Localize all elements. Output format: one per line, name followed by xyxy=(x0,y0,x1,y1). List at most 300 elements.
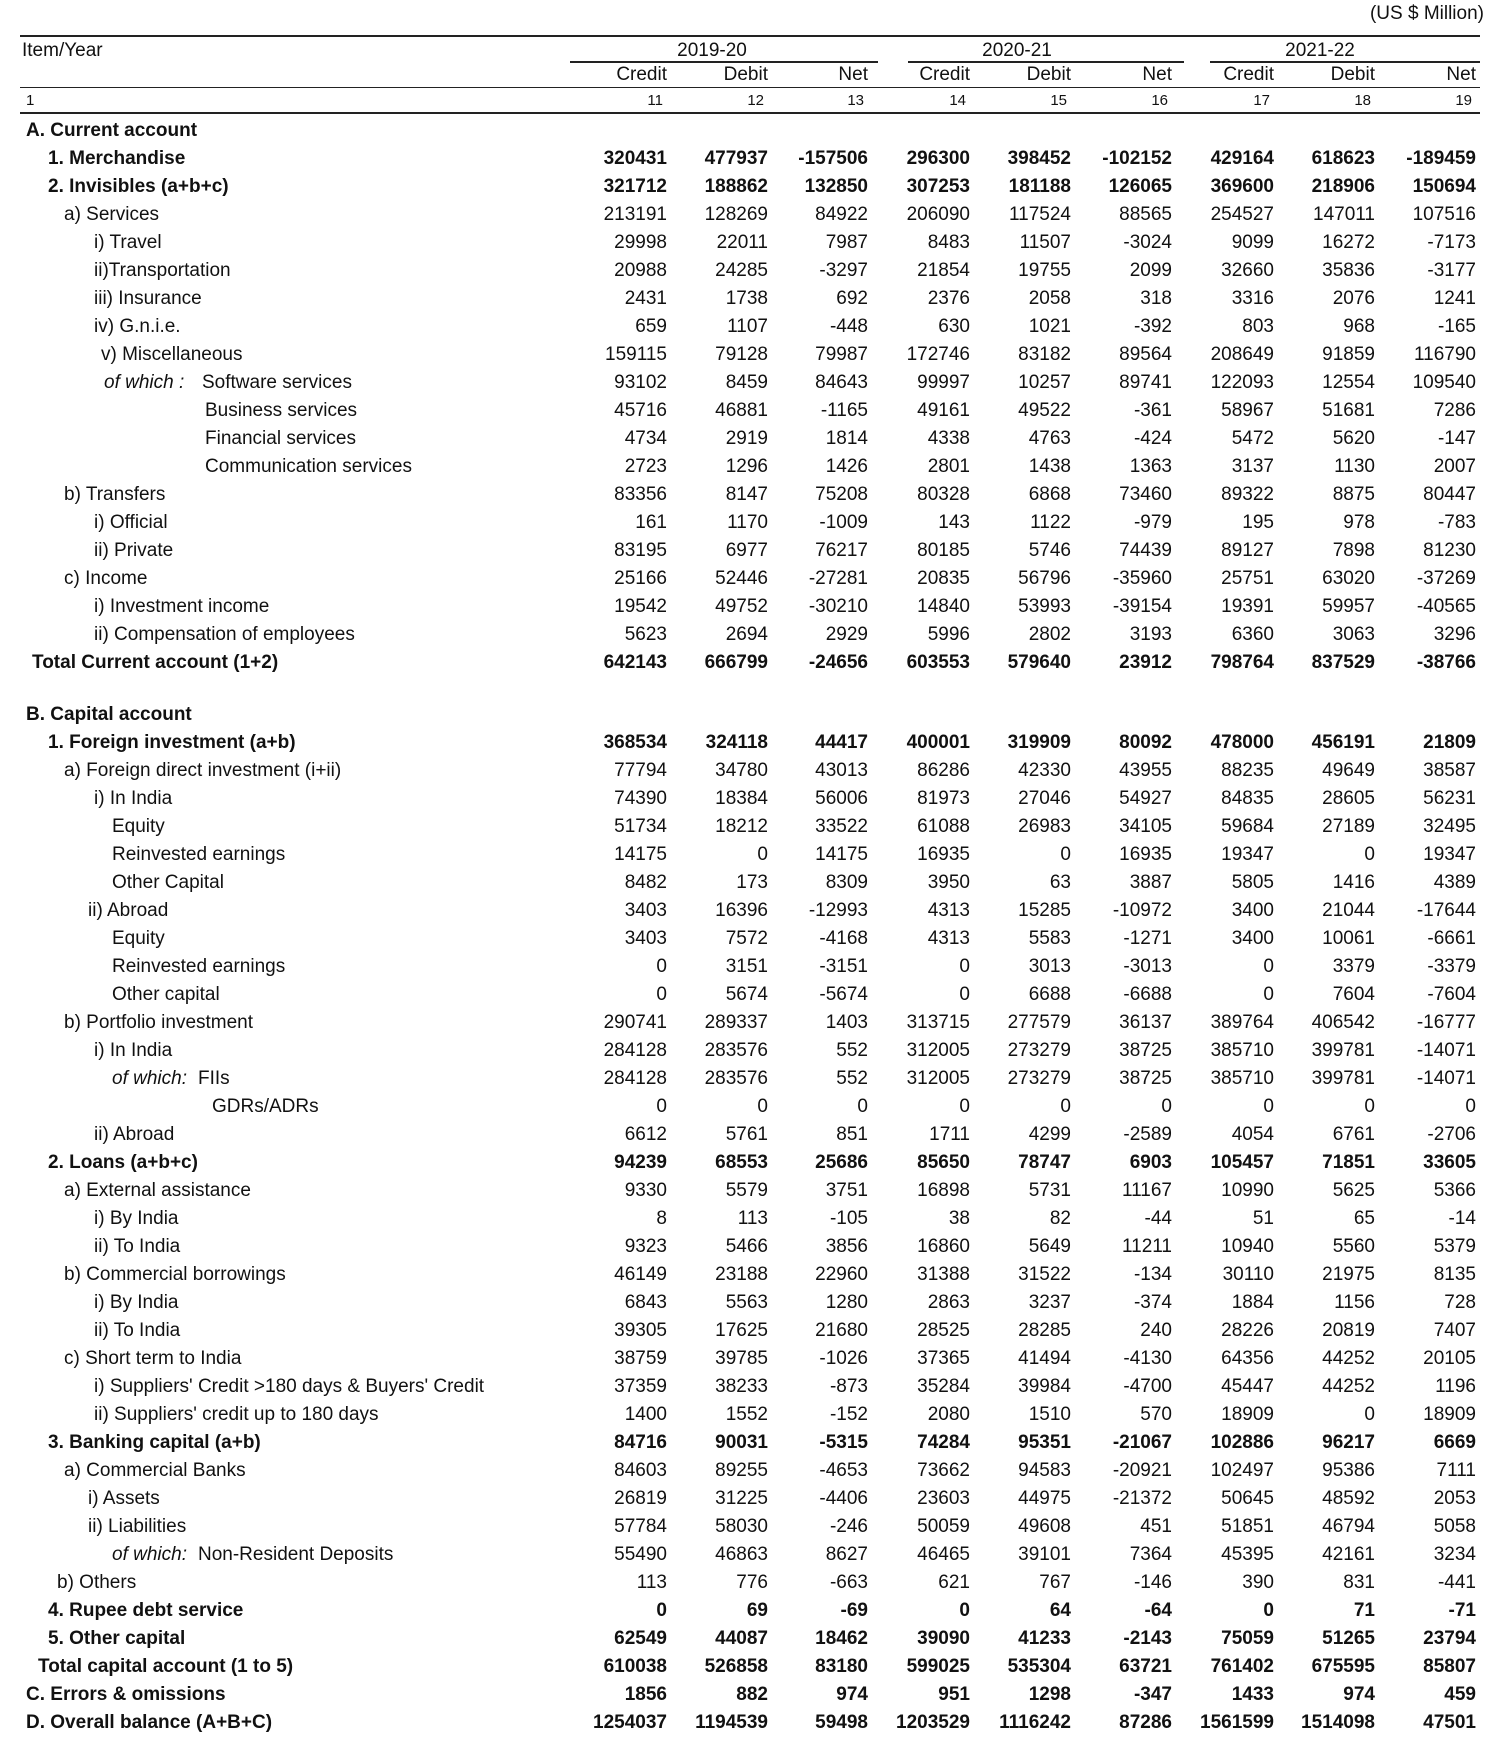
cell-value: 65 xyxy=(1353,1208,1375,1229)
of-which-prefix: of which: xyxy=(112,1544,187,1565)
table-row xyxy=(0,145,1500,173)
row-label: 1. Merchandise xyxy=(48,148,186,169)
cell-value: 86286 xyxy=(917,760,970,781)
cell-value: 83195 xyxy=(614,540,667,561)
cell-value: 1021 xyxy=(1028,316,1071,337)
table-row xyxy=(0,1037,1500,1065)
row-label: Equity xyxy=(112,816,165,837)
row-label xyxy=(104,369,352,397)
cell-value: 7364 xyxy=(1129,1544,1172,1565)
table-row xyxy=(0,1205,1500,1233)
cell-value: -64 xyxy=(1144,1600,1172,1621)
col-number: 15 xyxy=(1050,92,1067,109)
cell-value: -17644 xyxy=(1416,900,1476,921)
cell-value: 1363 xyxy=(1129,456,1172,477)
cell-value: 18909 xyxy=(1423,1404,1476,1425)
table-row xyxy=(0,1261,1500,1289)
cell-value: 369600 xyxy=(1210,176,1274,197)
cell-value: 3856 xyxy=(825,1236,868,1257)
cell-value: 1711 xyxy=(929,1124,970,1145)
cell-value: -40565 xyxy=(1416,596,1476,617)
cell-value: 0 xyxy=(959,984,970,1005)
cell-value: 798764 xyxy=(1210,652,1274,673)
row-label: ii) Abroad xyxy=(94,1124,175,1145)
cell-value: 21680 xyxy=(815,1320,868,1341)
cell-value: 10257 xyxy=(1018,372,1071,393)
row-label: i) In India xyxy=(94,788,173,809)
table-row xyxy=(0,897,1500,925)
cell-value: 0 xyxy=(1060,844,1071,865)
cell-value: 2099 xyxy=(1129,260,1172,281)
cell-value: 28226 xyxy=(1221,1320,1274,1341)
cell-value: 38587 xyxy=(1423,760,1476,781)
cell-value: 3379 xyxy=(1332,956,1375,977)
cell-value: -7604 xyxy=(1427,984,1476,1005)
cell-value: 31225 xyxy=(715,1488,768,1509)
cell-value: 5649 xyxy=(1028,1236,1071,1257)
cell-value: 102497 xyxy=(1210,1460,1274,1481)
table-row xyxy=(0,481,1500,509)
cell-value: 4734 xyxy=(624,428,667,449)
cell-value: 5472 xyxy=(1231,428,1274,449)
row-label xyxy=(112,1541,393,1569)
cell-value: 19391 xyxy=(1221,596,1274,617)
cell-value: 19347 xyxy=(1221,844,1274,865)
row-label: i) By India xyxy=(94,1208,179,1229)
cell-value: 113 xyxy=(737,1208,768,1229)
cell-value: 49649 xyxy=(1322,760,1375,781)
cell-value: -24656 xyxy=(808,652,868,673)
cell-value: -165 xyxy=(1437,316,1476,337)
cell-value: 3137 xyxy=(1231,456,1274,477)
cell-value: 6761 xyxy=(1332,1124,1375,1145)
cell-value: 8483 xyxy=(927,232,970,253)
cell-value: 75059 xyxy=(1221,1628,1274,1649)
cell-value: 8482 xyxy=(624,872,667,893)
cell-value: -105 xyxy=(829,1208,868,1229)
cell-value: -39154 xyxy=(1112,596,1172,617)
cell-value: 0 xyxy=(1364,844,1375,865)
cell-value: 27189 xyxy=(1322,816,1375,837)
row-label: ii)Transportation xyxy=(94,260,231,281)
table-row xyxy=(0,565,1500,593)
cell-value: 2053 xyxy=(1433,1488,1476,1509)
cell-value: -157506 xyxy=(798,148,868,169)
cell-value: 23603 xyxy=(917,1488,970,1509)
cell-value: -4168 xyxy=(819,928,868,949)
row-label: i) Official xyxy=(94,512,168,533)
table-row xyxy=(0,201,1500,229)
year-header-2019-20: 2019-20 xyxy=(677,40,747,61)
cell-value: -448 xyxy=(829,316,868,337)
cell-value: -37269 xyxy=(1416,568,1476,589)
cell-value: 6688 xyxy=(1028,984,1071,1005)
cell-value: 459 xyxy=(1444,1684,1476,1705)
cell-value: 161 xyxy=(635,512,667,533)
cell-value: 7604 xyxy=(1332,984,1375,1005)
cell-value: 621 xyxy=(938,1572,970,1593)
cell-value: 35836 xyxy=(1322,260,1375,281)
cell-value: 84716 xyxy=(614,1432,667,1453)
cell-value: 96217 xyxy=(1322,1432,1375,1453)
cell-value: 59684 xyxy=(1221,816,1274,837)
cell-value: 0 xyxy=(1263,1096,1274,1117)
cell-value: 767 xyxy=(1039,1572,1071,1593)
cell-value: 213191 xyxy=(603,204,667,225)
cell-value: 851 xyxy=(836,1124,868,1145)
table-row xyxy=(0,1233,1500,1261)
cell-value: -6661 xyxy=(1427,928,1476,949)
cell-value: 46149 xyxy=(614,1264,667,1285)
cell-value: 0 xyxy=(1263,984,1274,1005)
table-row xyxy=(0,785,1500,813)
cell-value: 64 xyxy=(1049,1600,1071,1621)
cell-value: 385710 xyxy=(1210,1068,1274,1089)
cell-value: 37365 xyxy=(917,1348,970,1369)
col-number: 11 xyxy=(647,92,663,109)
cell-value: 59957 xyxy=(1322,596,1375,617)
cell-value: 80092 xyxy=(1119,732,1172,753)
cell-value: 54927 xyxy=(1119,788,1172,809)
cell-value: 240 xyxy=(1140,1320,1172,1341)
subheader-rule xyxy=(20,87,1480,88)
cell-value: 39101 xyxy=(1018,1544,1071,1565)
row-label: Financial services xyxy=(205,428,356,449)
cell-value: 41494 xyxy=(1018,1348,1071,1369)
cell-value: -3177 xyxy=(1427,260,1476,281)
row-label: A. Current account xyxy=(26,120,198,141)
cell-value: 21975 xyxy=(1322,1264,1375,1285)
cell-value: 312005 xyxy=(906,1040,970,1061)
cell-value: -1271 xyxy=(1123,928,1172,949)
cell-value: 63721 xyxy=(1119,1656,1172,1677)
row-label: i) Assets xyxy=(88,1488,160,1509)
cell-value: 188862 xyxy=(704,176,768,197)
cell-value: 84603 xyxy=(614,1460,667,1481)
cell-value: 31522 xyxy=(1018,1264,1071,1285)
cell-value: 2076 xyxy=(1332,288,1375,309)
cell-value: 16860 xyxy=(917,1236,970,1257)
row-label: a) Foreign direct investment (i+ii) xyxy=(64,760,342,781)
cell-value: 51734 xyxy=(614,816,667,837)
cell-value: 27046 xyxy=(1018,788,1071,809)
cell-value: 84835 xyxy=(1221,788,1274,809)
cell-value: 368534 xyxy=(603,732,667,753)
cell-value: 80447 xyxy=(1423,484,1476,505)
cell-value: 10061 xyxy=(1322,928,1375,949)
cell-value: 10940 xyxy=(1221,1236,1274,1257)
cell-value: 5466 xyxy=(725,1236,768,1257)
cell-value: 109540 xyxy=(1412,372,1476,393)
row-label: iv) G.n.i.e. xyxy=(94,316,181,337)
cell-value: 21809 xyxy=(1423,732,1476,753)
cell-value: -783 xyxy=(1437,512,1476,533)
sub-header-credit: Credit xyxy=(919,64,970,85)
cell-value: 25166 xyxy=(614,568,667,589)
cell-value: 208649 xyxy=(1210,344,1274,365)
cell-value: 9099 xyxy=(1231,232,1274,253)
cell-value: 0 xyxy=(656,1096,667,1117)
table-row xyxy=(0,649,1500,677)
cell-value: 71 xyxy=(1353,1600,1375,1621)
sub-header-debit: Debit xyxy=(1330,64,1375,85)
cell-value: 3237 xyxy=(1028,1292,1071,1313)
cell-value: 14175 xyxy=(815,844,868,865)
cell-value: 320431 xyxy=(603,148,667,169)
row-label: i) By India xyxy=(94,1292,179,1313)
row-label: B. Capital account xyxy=(26,704,192,725)
cell-value: 692 xyxy=(836,288,868,309)
cell-value: 173 xyxy=(736,872,768,893)
cell-value: 94239 xyxy=(614,1152,667,1173)
cell-value: 143 xyxy=(938,512,970,533)
cell-value: 1156 xyxy=(1334,1292,1375,1313)
row-label: D. Overall balance (A+B+C) xyxy=(26,1712,273,1733)
cell-value: 284128 xyxy=(603,1068,667,1089)
cell-value: 675595 xyxy=(1311,1656,1375,1677)
cell-value: 17625 xyxy=(715,1320,768,1341)
cell-value: 0 xyxy=(1263,1600,1274,1621)
cell-value: 33522 xyxy=(815,816,868,837)
cell-value: 83356 xyxy=(614,484,667,505)
cell-value: 84643 xyxy=(815,372,868,393)
cell-value: 22960 xyxy=(815,1264,868,1285)
sub-header-net: Net xyxy=(838,64,868,85)
cell-value: 579640 xyxy=(1007,652,1071,673)
cell-value: 321712 xyxy=(603,176,667,197)
cell-value: -3379 xyxy=(1427,956,1476,977)
cell-value: -4653 xyxy=(819,1460,868,1481)
cell-value: 34780 xyxy=(715,760,768,781)
sub-header-net: Net xyxy=(1446,64,1476,85)
cell-value: -4406 xyxy=(819,1488,868,1509)
cell-value: 5620 xyxy=(1332,428,1375,449)
table-row xyxy=(0,229,1500,257)
cell-value: 1194539 xyxy=(695,1712,768,1733)
cell-value: 63 xyxy=(1049,872,1071,893)
spacer-row xyxy=(0,677,1500,701)
table-row xyxy=(0,425,1500,453)
cell-value: 49161 xyxy=(917,400,970,421)
cell-value: 9323 xyxy=(624,1236,667,1257)
cell-value: 16935 xyxy=(917,844,970,865)
cell-value: 399781 xyxy=(1311,1040,1375,1061)
table-row xyxy=(0,369,1500,397)
cell-value: 390 xyxy=(1242,1572,1274,1593)
cell-value: 728 xyxy=(1444,1292,1476,1313)
row-label: i) Investment income xyxy=(94,596,270,617)
row-label: b) Commercial borrowings xyxy=(64,1264,286,1285)
cell-value: 5731 xyxy=(1028,1180,1071,1201)
cell-value: -35960 xyxy=(1112,568,1172,589)
table-row xyxy=(0,925,1500,953)
cell-value: 48592 xyxy=(1322,1488,1375,1509)
row-label: C. Errors & omissions xyxy=(26,1684,226,1705)
cell-value: 79987 xyxy=(815,344,868,365)
sub-header-credit: Credit xyxy=(616,64,667,85)
cell-value: -374 xyxy=(1133,1292,1172,1313)
cell-value: 88565 xyxy=(1119,204,1172,225)
cell-value: 23794 xyxy=(1423,1628,1476,1649)
cell-value: 73460 xyxy=(1119,484,1172,505)
cell-value: 51 xyxy=(1252,1208,1274,1229)
cell-value: -3151 xyxy=(819,956,868,977)
cell-value: 56231 xyxy=(1423,788,1476,809)
cell-value: 181188 xyxy=(1008,176,1071,197)
cell-value: -1165 xyxy=(820,400,868,421)
cell-value: 59498 xyxy=(815,1712,868,1733)
cell-value: 18384 xyxy=(715,788,768,809)
cell-value: 3403 xyxy=(624,928,667,949)
cell-value: 8627 xyxy=(825,1544,868,1565)
cell-value: 776 xyxy=(736,1572,768,1593)
cell-value: 0 xyxy=(1364,1096,1375,1117)
row-label: 5. Other capital xyxy=(48,1628,186,1649)
cell-value: 2080 xyxy=(927,1404,970,1425)
row-label: a) Commercial Banks xyxy=(64,1460,246,1481)
table-row xyxy=(0,1625,1500,1653)
row-label-text: FIIs xyxy=(198,1068,230,1089)
table-row xyxy=(0,1457,1500,1485)
cell-value: 39090 xyxy=(917,1628,970,1649)
cell-value: 313715 xyxy=(906,1012,970,1033)
cell-value: -27281 xyxy=(808,568,868,589)
colnum-rule xyxy=(20,112,1480,114)
cell-value: 5805 xyxy=(1231,872,1274,893)
cell-value: 93102 xyxy=(614,372,667,393)
cell-value: 603553 xyxy=(906,652,970,673)
cell-value: 218906 xyxy=(1311,176,1375,197)
cell-value: 12554 xyxy=(1322,372,1375,393)
year-header-2021-22: 2021-22 xyxy=(1285,40,1355,61)
table-row xyxy=(0,397,1500,425)
table-row xyxy=(0,869,1500,897)
cell-value: 831 xyxy=(1343,1572,1375,1593)
cell-value: 968 xyxy=(1343,316,1375,337)
row-label: c) Income xyxy=(64,568,148,589)
cell-value: 974 xyxy=(1343,1684,1375,1705)
col-number: 17 xyxy=(1253,92,1270,109)
cell-value: 4389 xyxy=(1433,872,1476,893)
cell-value: 1280 xyxy=(825,1292,868,1313)
cell-value: 0 xyxy=(757,1096,768,1117)
cell-value: 16898 xyxy=(917,1180,970,1201)
cell-value: 84922 xyxy=(815,204,868,225)
cell-value: 35284 xyxy=(917,1376,970,1397)
cell-value: 89741 xyxy=(1119,372,1172,393)
cell-value: 7898 xyxy=(1332,540,1375,561)
col-number: 19 xyxy=(1455,92,1472,109)
cell-value: 20105 xyxy=(1423,1348,1476,1369)
table-row xyxy=(0,1093,1500,1121)
table-row xyxy=(0,701,1500,729)
cell-value: 307253 xyxy=(906,176,970,197)
cell-value: 44252 xyxy=(1322,1348,1375,1369)
cell-value: 1433 xyxy=(1231,1684,1274,1705)
cell-value: -21372 xyxy=(1112,1488,1172,1509)
cell-value: 89322 xyxy=(1221,484,1274,505)
cell-value: 1116242 xyxy=(999,1712,1071,1733)
cell-value: 837529 xyxy=(1311,652,1375,673)
cell-value: 15285 xyxy=(1018,900,1071,921)
cell-value: 2376 xyxy=(927,288,970,309)
cell-value: 5058 xyxy=(1433,1516,1476,1537)
cell-value: 8459 xyxy=(725,372,768,393)
cell-value: 74439 xyxy=(1119,540,1172,561)
cell-value: 0 xyxy=(1161,1096,1172,1117)
cell-value: 105457 xyxy=(1210,1152,1274,1173)
cell-value: 974 xyxy=(836,1684,868,1705)
cell-value: 43013 xyxy=(815,760,868,781)
cell-value: 16272 xyxy=(1322,232,1375,253)
cell-value: 8 xyxy=(656,1208,667,1229)
cell-value: 2929 xyxy=(825,624,868,645)
cell-value: 82 xyxy=(1049,1208,1071,1229)
cell-value: 296300 xyxy=(906,148,970,169)
row-label xyxy=(112,1065,230,1093)
cell-value: 61088 xyxy=(917,816,970,837)
cell-value: 107516 xyxy=(1412,204,1476,225)
cell-value: 1814 xyxy=(825,428,868,449)
table-row xyxy=(0,1681,1500,1709)
cell-value: -21067 xyxy=(1112,1432,1172,1453)
cell-value: 19347 xyxy=(1423,844,1476,865)
cell-value: -5674 xyxy=(819,984,868,1005)
cell-value: -979 xyxy=(1133,512,1172,533)
table-row xyxy=(0,1541,1500,1569)
row-label: Communication services xyxy=(205,456,412,477)
cell-value: 1514098 xyxy=(1301,1712,1375,1733)
cell-value: 4313 xyxy=(927,900,970,921)
cell-value: 64356 xyxy=(1221,1348,1274,1369)
table-row xyxy=(0,341,1500,369)
cell-value: 978 xyxy=(1343,512,1375,533)
cell-value: 399781 xyxy=(1311,1068,1375,1089)
row-label: i) Travel xyxy=(94,232,162,253)
table-row xyxy=(0,1121,1500,1149)
row-label: a) External assistance xyxy=(64,1180,251,1201)
cell-value: 38 xyxy=(948,1208,970,1229)
row-label: GDRs/ADRs xyxy=(212,1096,319,1117)
cell-value: 26983 xyxy=(1018,816,1071,837)
cell-value: 50059 xyxy=(917,1516,970,1537)
cell-value: 1196 xyxy=(1435,1376,1476,1397)
cell-value: 19542 xyxy=(614,596,667,617)
table-row xyxy=(0,1709,1500,1737)
sub-header-debit: Debit xyxy=(723,64,768,85)
cell-value: 128269 xyxy=(704,204,768,225)
cell-value: 44252 xyxy=(1322,1376,1375,1397)
row-label: ii) Liabilities xyxy=(88,1516,187,1537)
cell-value: 1203529 xyxy=(896,1712,970,1733)
cell-value: 32660 xyxy=(1221,260,1274,281)
cell-value: 113 xyxy=(636,1572,667,1593)
cell-value: 319909 xyxy=(1007,732,1071,753)
cell-value: -14 xyxy=(1448,1208,1476,1229)
col-number: 12 xyxy=(747,92,764,109)
cell-value: 0 xyxy=(656,956,667,977)
cell-value: 46794 xyxy=(1322,1516,1375,1537)
cell-value: 1856 xyxy=(624,1684,667,1705)
cell-value: 0 xyxy=(959,956,970,977)
cell-value: 85650 xyxy=(917,1152,970,1173)
cell-value: 6843 xyxy=(624,1292,667,1313)
cell-value: 6669 xyxy=(1433,1432,1476,1453)
table-row xyxy=(0,593,1500,621)
cell-value: 20835 xyxy=(917,568,970,589)
table-row xyxy=(0,509,1500,537)
cell-value: 3403 xyxy=(624,900,667,921)
